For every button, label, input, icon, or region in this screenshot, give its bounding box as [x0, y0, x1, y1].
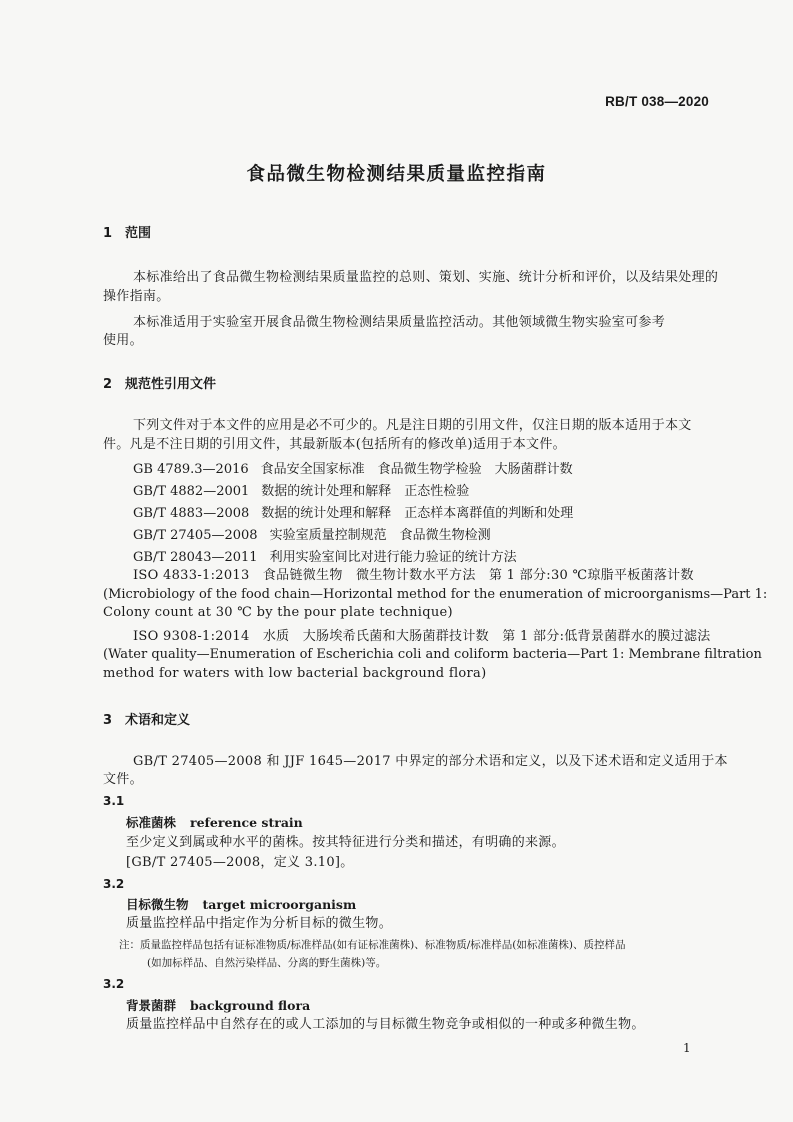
term-heading [126, 996, 310, 1014]
term-en: reference strain [190, 815, 303, 830]
iso-4833-line-3: Colony count at 30 ℃ by the pour plate technique) [103, 605, 453, 620]
term-zh: 背景菌群 [126, 998, 177, 1013]
reference-title: 数据的统计处理和解释 正态性检验 [261, 484, 470, 499]
reference-title: 利用实验室间比对进行能力验证的统计方法 [269, 550, 517, 565]
section-number: 3 [103, 713, 113, 728]
scope-paragraph-1-line-2: 操作指南。 [103, 289, 170, 304]
term-en: target microorganism [202, 897, 357, 912]
term-number: 3.2 [103, 977, 125, 991]
section-3-heading [103, 709, 190, 728]
section-title: 术语和定义 [125, 713, 191, 728]
reference-item [133, 502, 573, 521]
term-zh: 目标微生物 [126, 897, 189, 912]
term-definition: 至少定义到属或种水平的菌株。按其特征进行分类和描述，有明确的来源。 [126, 835, 565, 850]
normative-intro-line-2: 件。凡是不注日期的引用文件，其最新版本(包括所有的修改单)适用于本文件。 [103, 437, 566, 452]
section-number: 2 [103, 377, 113, 392]
term-definition: 质量监控样品中自然存在的或人工添加的与目标微生物竞争或相似的一种或多种微生物。 [126, 1017, 645, 1032]
term-source: [GB/T 27405—2008，定义 3.10]。 [126, 855, 354, 870]
reference-title: 数据的统计处理和解释 正态样本离群值的判断和处理 [261, 506, 574, 521]
reference-item [133, 480, 469, 499]
term-heading [126, 895, 356, 913]
term-heading [126, 813, 303, 831]
terms-intro-line-2: 文件。 [103, 772, 143, 787]
reference-item [133, 524, 491, 543]
reference-code: GB/T 28043—2011 [133, 550, 258, 565]
term-number: 3.1 [103, 794, 125, 808]
iso-9308-line-1: ISO 9308-1:2014 水质 大肠埃希氏菌和大肠菌群技计数 第 1 部分:低背景菌群水的膜过滤法 [133, 629, 711, 644]
section-2-heading [103, 373, 216, 392]
reference-title: 食品安全国家标准 食品微生物学检验 大肠菌群计数 [260, 462, 573, 477]
term-note-line-2: (如加标样品、自然污染样品、分离的野生菌株)等。 [147, 957, 387, 969]
iso-9308-line-3: method for waters with low bacterial background flora) [103, 666, 487, 681]
scope-paragraph-2-line-2: 使用。 [103, 333, 143, 348]
reference-code: GB/T 27405—2008 [133, 528, 258, 543]
normative-intro-line-1: 下列文件对于本文件的应用是必不可少的。凡是注日期的引用文件，仅注日期的版本适用于本文 [133, 418, 692, 433]
reference-code: GB/T 4882—2001 [133, 484, 250, 499]
iso-9308-line-2: (Water quality—Enumeration of Escherichia coli and coliform bacteria—Part 1: Membrane filtration [103, 647, 762, 662]
iso-4833-line-1: ISO 4833-1:2013 食品链微生物 微生物计数水平方法 第 1 部分:30 ℃琼脂平板菌落计数 [133, 568, 694, 583]
reference-code: GB/T 4883—2008 [133, 506, 250, 521]
reference-code: GB 4789.3—2016 [133, 462, 249, 477]
section-1-heading [103, 222, 151, 241]
term-zh: 标准菌株 [126, 815, 177, 830]
document-title: 食品微生物检测结果质量监控指南 [246, 164, 547, 185]
term-definition: 质量监控样品中指定作为分析目标的微生物。 [126, 916, 393, 931]
reference-title: 实验室质量控制规范 食品微生物检测 [269, 528, 491, 543]
term-note-line-1: 注：质量监控样品包括有证标准物质/标准样品(如有证标准菌株)、标准物质/标准样品(如标准菌株)、质控样品 [119, 939, 626, 951]
standard-code: RB/T 038—2020 [605, 94, 709, 109]
scope-paragraph-2-line-1: 本标准适用于实验室开展食品微生物检测结果质量监控活动。其他领域微生物实验室可参考 [133, 315, 666, 330]
term-number: 3.2 [103, 877, 125, 891]
reference-item [133, 546, 517, 565]
page-number: 1 [683, 1041, 691, 1055]
section-title: 规范性引用文件 [125, 377, 217, 392]
reference-item [133, 458, 573, 477]
term-en: background flora [190, 998, 311, 1013]
scope-paragraph-1-line-1: 本标准给出了食品微生物检测结果质量监控的总则、策划、实施、统计分析和评价，以及结果处理的 [133, 270, 719, 285]
terms-intro-line-1: GB/T 27405—2008 和 JJF 1645—2017 中界定的部分术语和定义，以及下述术语和定义适用于本 [133, 754, 728, 769]
iso-4833-line-2: (Microbiology of the food chain—Horizontal method for the enumeration of microorganisms—Part 1: [103, 587, 768, 602]
section-number: 1 [103, 226, 113, 241]
section-title: 范围 [125, 226, 152, 241]
